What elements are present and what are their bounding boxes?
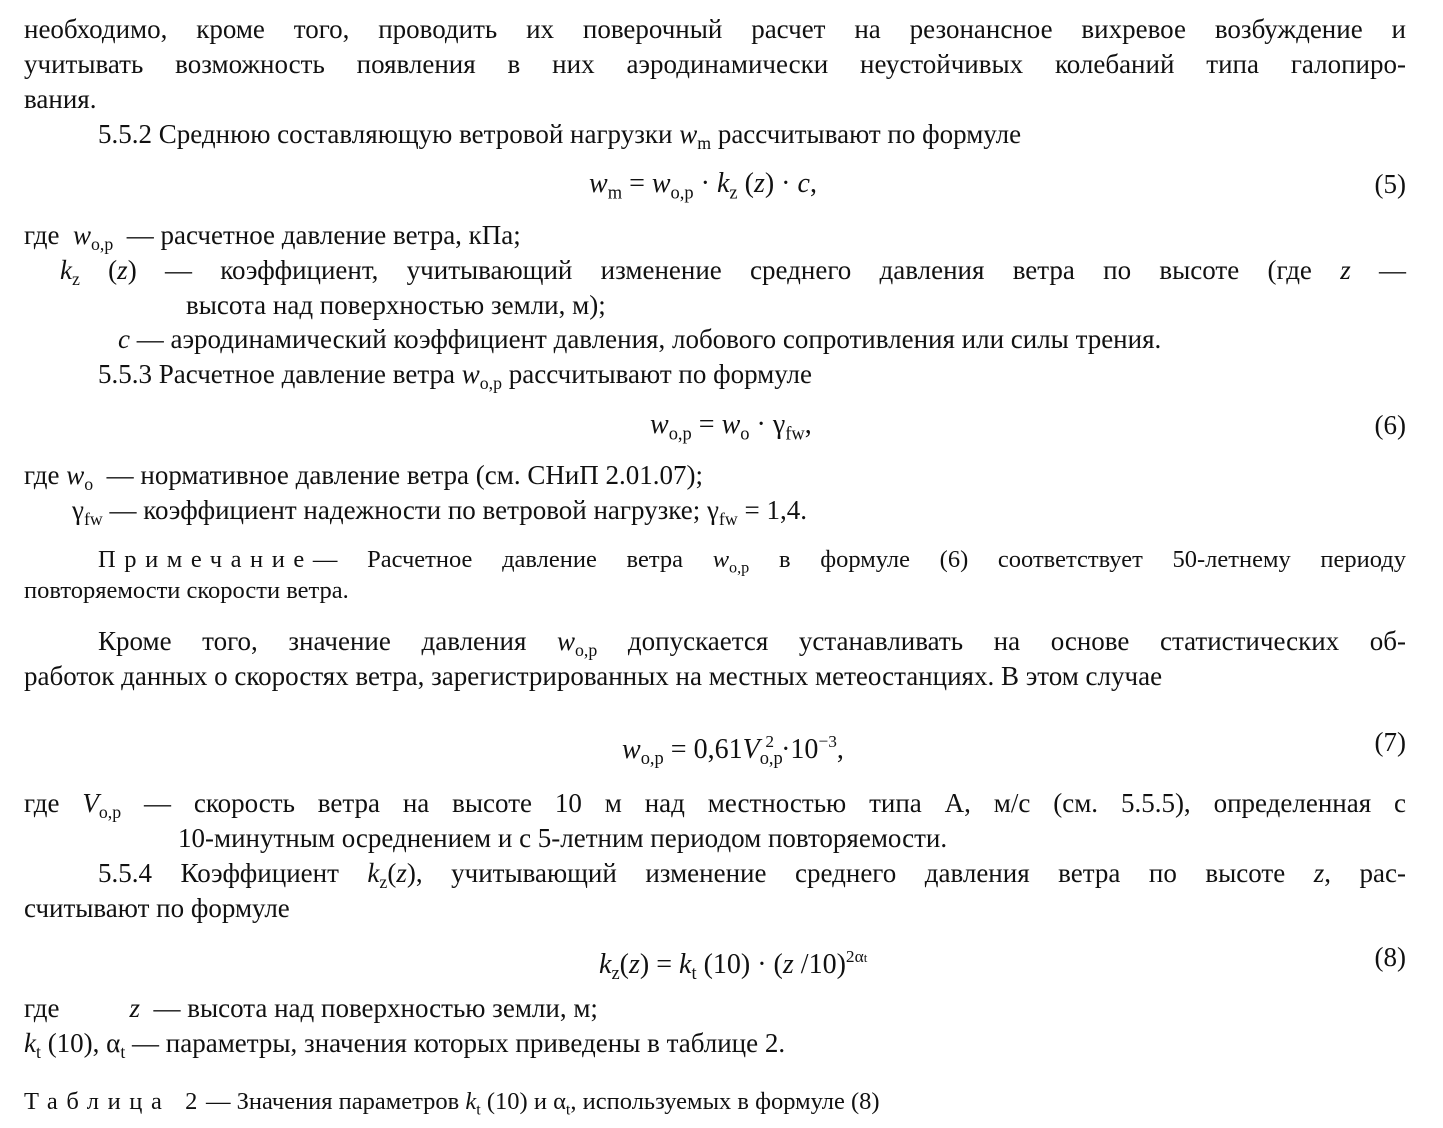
- section-5-5-2: 5.5.2 Среднюю составляющую ветровой нагрузки $w_m$ рассчитывают по формуле: [98, 119, 1022, 154]
- equation-number: (7): [1374, 727, 1406, 757]
- formula-7: $w_{o,p} = 0,61V_{o,p}^2 \cdot 10^{-3}$,: [622, 732, 844, 769]
- definition-kz: $k_z$ (z) — коэффициент, учитывающий изменение среднего давления ветра по высоте (где z —: [60, 255, 1406, 290]
- section-5-5-4: 5.5.4 Коэффициент $k_z(z)$, учитывающий изменение среднего давления ветра по высоте z, рас-: [98, 858, 1406, 893]
- definition-gamma: $\gamma_{fw}$ — коэффициент надежности по ветровой нагрузке; $\gamma_{fw} = 1,4$.: [72, 495, 807, 530]
- definition-c: c — аэродинамический коэффициент давления, лобового сопротивления или силы трения.: [118, 324, 1162, 354]
- paragraph-line: считывают по формуле: [24, 893, 290, 923]
- table-caption: Таблица 2— Значения параметров $k_t$ (10) и $\alpha_t$, используемых в формуле (8): [24, 1088, 880, 1119]
- formula-6: $w_{o,p} = w_o \cdot \gamma_{fw}$,: [650, 409, 812, 444]
- section-5-5-3: 5.5.3 Расчетное давление ветра $w_{o,p}$ рассчитывают по формуле: [98, 359, 813, 394]
- equation-number: (5): [1374, 169, 1406, 199]
- paragraph-line: Кроме того, значение давления $w_{o,p}$ допускается устанавливать на основе статистических об-: [98, 626, 1407, 661]
- equation-number: (6): [1374, 410, 1406, 440]
- formula-5: $w_m = w_{o,p} \cdot k_z$ (z) · c,: [589, 168, 817, 203]
- note-line: повторяемости скорости ветра.: [24, 577, 349, 604]
- equation-number: (8): [1374, 942, 1406, 972]
- paragraph-line: учитывать возможность появления в них аэродинамически неустойчивых колебаний типа галопиро-: [24, 49, 1406, 79]
- definition-vop: где $V_{o,p}$ — скорость ветра на высоте 10 м над местностью типа А, м/с (см. 5.5.5), определенная с: [24, 788, 1407, 823]
- note: Примечание— Расчетное давление ветра $w_{o,p}$ в формуле (6) соответствует 50-летнему периоду: [98, 546, 1407, 577]
- definition-wop: где $w_{o,p}$ — расчетное давление ветра, кПа;: [24, 220, 521, 255]
- definition-z: где z — высота над поверхностью земли, м;: [24, 993, 598, 1023]
- definition-vop-cont: 10-минутным осреднением и с 5-летним периодом повторяемости.: [178, 823, 948, 853]
- paragraph-line: работок данных о скоростях ветра, зарегистрированных на местных метеостанциях. В этом случае: [24, 661, 1163, 691]
- formula-8: $k_z(z) = k_t$ (10) · (z /10)$^{2\alpha t}$: [599, 947, 868, 984]
- definition-kz-cont: высота над поверхностью земли, м);: [186, 290, 606, 320]
- definition-wo: где $w_o$ — нормативное давление ветра (см. СНиП 2.01.07);: [24, 460, 704, 495]
- definition-params: $k_t$ (10), $\alpha_t$ — параметры, значения которых приведены в таблице 2.: [24, 1028, 786, 1063]
- paragraph-line: необходимо, кроме того, проводить их поверочный расчет на резонансное вихревое возбуждение и: [24, 14, 1406, 44]
- paragraph-line: вания.: [24, 84, 97, 114]
